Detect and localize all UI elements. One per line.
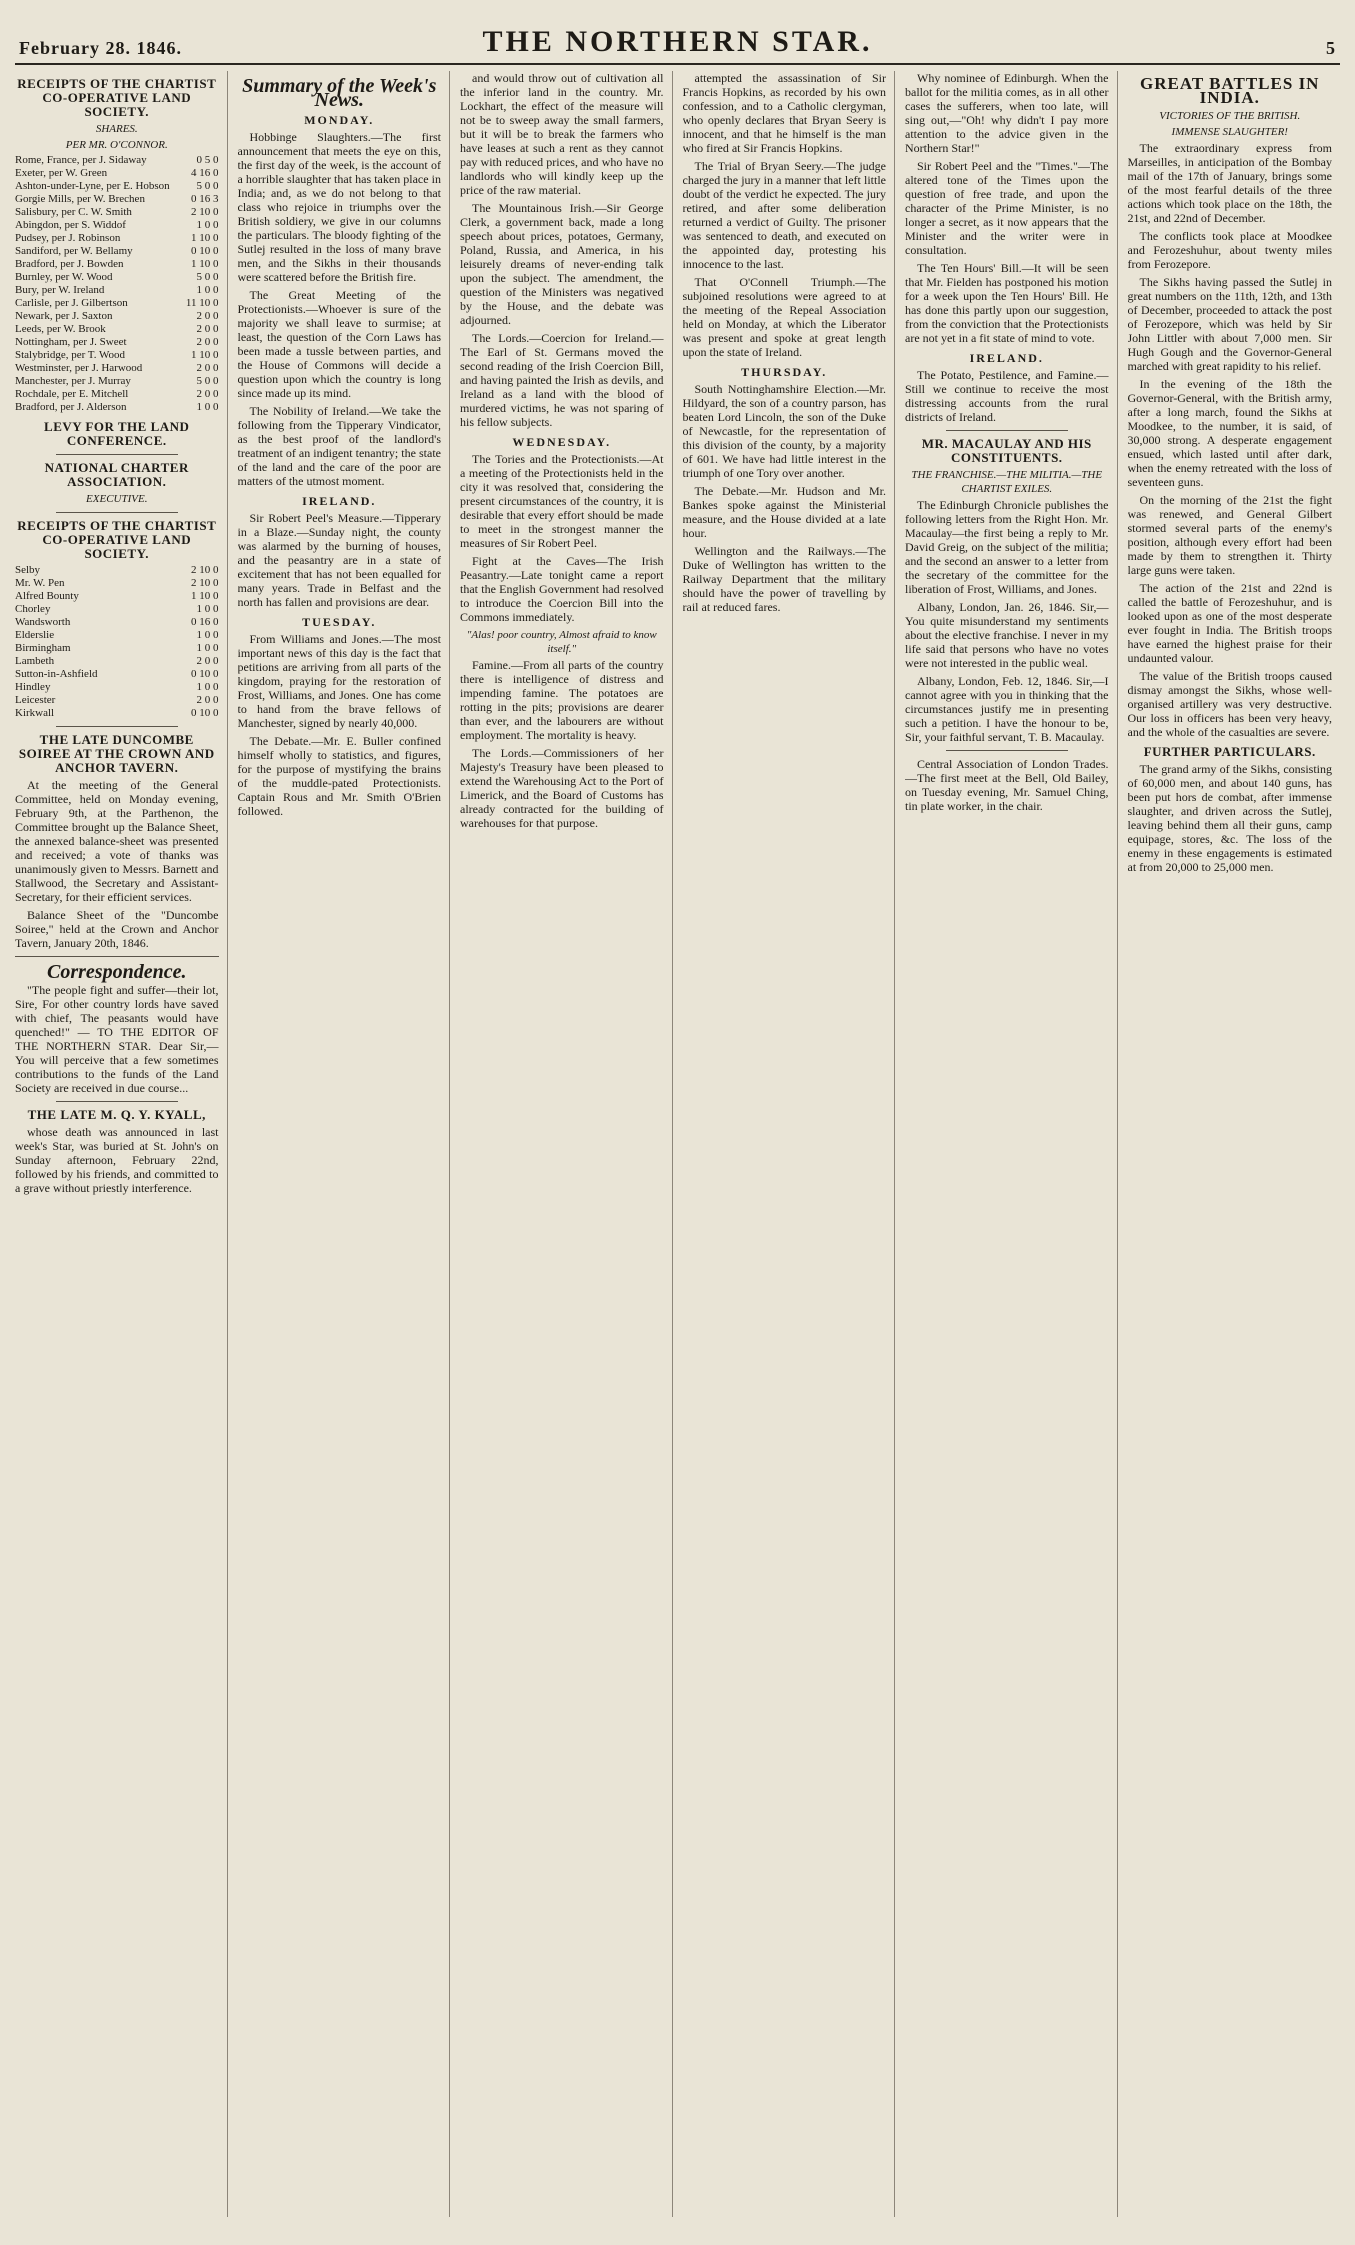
receipt-name: Bradford, per J. Bowden <box>15 258 124 270</box>
article-text: Wellington and the Railways.—The Duke of Wellington has written to the Railway Department that the military should have the power of travelling by rail at reduced fares. <box>682 544 886 614</box>
article-text: The action of the 21st and 22nd is called the battle of Ferozeshuhur, and is looked upon as one of the most desperate ever fought in India. The British troops have earned the highest praise for their undaunted valour. <box>1127 581 1332 665</box>
receipt-name: Bradford, per J. Alderson <box>15 401 127 413</box>
receipt-row <box>15 362 219 375</box>
receipt-name: Stalybridge, per T. Wood <box>15 349 126 361</box>
article-text: Why nominee of Edinburgh. When the ballot for the militia comes, as in all other cases the sufferers, when too late, will sing out,—"Oh! why didn't I pay more attention to the advice given in the Northern Star!" <box>905 71 1109 155</box>
letter-text: Albany, London, Jan. 26, 1846. Sir,—You quite misunderstand my sentiments about the elective franchise. I never in my life said that persons who have no votes were not interested in the public weal. <box>905 600 1109 670</box>
receipt-amount: 11 10 0 <box>185 297 219 309</box>
receipt-row <box>15 577 219 590</box>
receipt-row <box>15 388 219 401</box>
receipt-amount: 0 16 3 <box>191 193 219 205</box>
article-text: The Mountainous Irish.—Sir George Clerk, a government back, made a long speech about prices, potatoes, Germany, Poland, Russia, and America, in his leisurely dreams of never-ending talk upon the subject. The amendment, the question of the Ministers was negatived by the House, and the debate was adjourned. <box>460 201 664 327</box>
receipt-row <box>15 564 219 577</box>
receipt-name: Abingdon, per S. Widdof <box>15 219 126 231</box>
article-text: The Potato, Pestilence, and Famine.—Still we continue to receive the most distressing accounts from the rural districts of Ireland. <box>905 368 1109 424</box>
receipt-name: Carlisle, per J. Gilbertson <box>15 297 128 309</box>
receipt-row <box>15 401 219 414</box>
battles-subheading-2: IMMENSE SLAUGHTER! <box>1171 126 1288 138</box>
receipt-row <box>15 206 219 219</box>
article-text: Sir Robert Peel's Measure.—Tipperary in a Blaze.—Sunday night, the county was alarmed by the burning of houses, and the peasantry are in a state of excitement that has not been equalled for many years. Trade in Belfast and the north has fallen and provisions are dear. <box>237 511 441 609</box>
receipt-row <box>15 297 219 310</box>
article-text: That O'Connell Triumph.—The subjoined resolutions were agreed to at the meeting of the Repeal Association held on Monday, at which the Liberator was present and spoke at great length upon the state of Ireland. <box>682 275 886 359</box>
article-text: Fight at the Caves—The Irish Peasantry.—Late tonight came a report that the English Government had resolved to introduce the Coercion Bill into the Commons immediately. <box>460 554 664 624</box>
receipt-name: Mr. W. Pen <box>15 577 65 589</box>
article-text: The grand army of the Sikhs, consisting of 60,000 men, and about 140 guns, has been put hors de combat, after immense slaughter, and driven across the Sutlej, leaving behind them all their guns, camp equipage, stores, &c. The loss of the enemy in these engagements is estimated at from 20,000 to 25,000 men. <box>1127 762 1332 874</box>
article-text: The Lords.—Coercion for Ireland.—The Earl of St. Germans moved the second reading of the Irish Coercion Bill, and having painted the Irish as devils, and Ireland as a land with the blood of murdered victims, he was not sparing of his fellow subjects. <box>460 331 664 429</box>
issue-date: February 28. 1846. <box>19 38 182 58</box>
article-text: From Williams and Jones.—The most important news of this day is the fact that petitions are arriving from all parts of the kingdom, praying for the restoration of Frost, Williams, and Jones. One has come to hand from the brave fellows of Manchester, signed by nearly 40,000. <box>237 632 441 730</box>
receipt-row <box>15 668 219 681</box>
receipt-name: Rome, France, per J. Sidaway <box>15 154 147 166</box>
article-text: In the evening of the 18th the Governor-General, with the British army, after a long march, found the Sikhs at Moodkee, to the number, it is said, of 30,000 strong. A desperate engagement ensued, which lasted until after dark, when the enemy retreated with the loss of seventeen guns. <box>1127 377 1332 489</box>
receipt-name: Hindley <box>15 681 51 693</box>
receipt-amount: 1 0 0 <box>196 681 219 693</box>
receipt-row <box>15 219 219 232</box>
receipt-row <box>15 245 219 258</box>
receipt-amount: 2 0 0 <box>196 310 219 322</box>
article-text: The Nobility of Ireland.—We take the following from the Tipperary Vindicator, as the best proof of the landlord's treatment of an indigent tenantry; the state of the land and the care of the poor are matters of the utmost moment. <box>237 404 441 488</box>
receipt-name: Manchester, per J. Murray <box>15 375 131 387</box>
receipt-amount: 1 0 0 <box>196 642 219 654</box>
receipt-amount: 1 0 0 <box>196 219 219 231</box>
receipt-row <box>15 193 219 206</box>
receipt-amount: 5 0 0 <box>196 180 219 192</box>
summary-heading: Summary of the Week's News. <box>242 75 437 111</box>
receipt-amount: 0 5 0 <box>196 154 219 166</box>
receipt-row <box>15 681 219 694</box>
receipt-amount: 1 0 0 <box>196 629 219 641</box>
receipt-name: Leeds, per W. Brook <box>15 323 106 335</box>
article-text: The Trial of Bryan Seery.—The judge charged the jury in a manner that left little doubt of the verdict he expected. The jury retired, and after some deliberation returned a verdict of Guilty. The prisoner was sentenced to death, and executed on the appointed day, protesting his innocence to the last. <box>682 159 886 271</box>
receipt-name: Sutton-in-Ashfield <box>15 668 98 680</box>
receipt-row <box>15 284 219 297</box>
article-text: South Nottinghamshire Election.—Mr. Hildyard, the son of a country parson, has beaten Lord Lincoln, the son of the Duke of Newcastle, for the representation of this division of the county, by a majority of 601. We have had little interest in the triumph of one Tory over another. <box>682 382 886 480</box>
receipt-name: Birmingham <box>15 642 71 654</box>
receipt-name: Leicester <box>15 694 56 706</box>
article-text: The conflicts took place at Moodkee and Ferozeshuhur, about twenty miles from Ferozepore. <box>1127 229 1332 271</box>
receipt-amount: 0 10 0 <box>191 707 219 719</box>
receipt-name: Exeter, per W. Green <box>15 167 108 179</box>
article-text: The extraordinary express from Marseilles, in anticipation of the Bombay mail of the 17th of January, brings some of the most fearful details of the three actions which took place on the 18th, the 21st, and 22nd of December. <box>1127 141 1332 225</box>
article-text: Central Association of London Trades.—The first meet at the Bell, Old Bailey, on Tuesday evening, Mr. Samuel Ching, tin plate worker, in the chair. <box>905 757 1109 813</box>
receipt-row <box>15 154 219 167</box>
article-text: On the morning of the 21st the fight was renewed, and General Gilbert stormed several parts of the enemy's position, although every effort had been made by them to strengthen it. Thirty large guns were taken. <box>1127 493 1332 577</box>
thursday-heading: THURSDAY. <box>741 365 828 379</box>
receipt-name: Selby <box>15 564 41 576</box>
column-4 <box>683 71 896 2217</box>
soiree-heading: THE LATE DUNCOMBE SOIREE AT THE CROWN AND ANCHOR TAVERN. <box>18 732 215 775</box>
receipt-amount: 5 0 0 <box>196 375 219 387</box>
receipt-amount: 4 16 0 <box>191 167 219 179</box>
article-text: The Great Meeting of the Protectionists.—Whoever is sure of the majority we shall leave to surmise; at least, the question of the Corn Laws has been made a tussle between parties, and the House of Commons will decide a question upon which the country is long since made up its mind. <box>237 288 441 400</box>
receipt-amount: 1 0 0 <box>196 284 219 296</box>
tuesday-heading: TUESDAY. <box>302 615 377 629</box>
receipt-amount: 2 10 0 <box>191 564 219 576</box>
per-label: PER MR. O'CONNOR. <box>65 139 168 151</box>
column-grid <box>15 71 1340 2217</box>
receipt-amount: 2 10 0 <box>191 206 219 218</box>
receipt-name: Pudsey, per J. Robinson <box>15 232 121 244</box>
receipt-row <box>15 258 219 271</box>
receipt-name: Newark, per J. Saxton <box>15 310 113 322</box>
receipt-amount: 1 10 0 <box>191 590 219 602</box>
receipt-row <box>15 694 219 707</box>
receipts2-list <box>15 564 219 720</box>
receipt-row <box>15 232 219 245</box>
receipt-amount: 5 0 0 <box>196 271 219 283</box>
correspondence-heading: Correspondence. <box>47 961 187 983</box>
letter-text: Albany, London, Feb. 12, 1846. Sir,—I cannot agree with you in thinking that the circumstances justify me in presenting such a petition. I have the honour to be, Sir, your faithful servant, T. B. Macaulay. <box>905 674 1109 744</box>
shares-label: SHARES. <box>95 123 138 135</box>
article-text: The value of the British troops caused dismay amongst the Sikhs, whose well-organised artillery was very destructive. Our loss in officers has been very heavy, and the whole of the casualties are severe. <box>1127 669 1332 739</box>
article-text: The Edinburgh Chronicle publishes the following letters from the Right Hon. Mr. Macaulay—the first being a reply to Mr. David Greig, on the subject of the militia; and the second an answer to a letter from the secretary of the committee for the liberation of Frost, Williams, and Jones. <box>905 498 1109 596</box>
executive-label: EXECUTIVE. <box>86 493 148 505</box>
receipt-amount: 1 10 0 <box>191 232 219 244</box>
page-number: 5 <box>1325 38 1336 58</box>
receipt-row <box>15 629 219 642</box>
macaulay-heading: MR. MACAULAY AND HIS CONSTITUENTS. <box>921 436 1092 465</box>
ireland-heading: IRELAND. <box>302 494 377 508</box>
receipt-name: Gorgie Mills, per W. Brechen <box>15 193 145 205</box>
column-6 <box>1128 71 1341 2217</box>
receipt-name: Bury, per W. Ireland <box>15 284 105 296</box>
article-text: The Sikhs having passed the Sutlej in great numbers on the 11th, 12th, and 13th of December, proceeded to attack the post of Ferozepore, which was held by Sir John Littler with about 7,000 men. Sir Hugh Gough and the Governor-General marched with great rapidity to his relief. <box>1127 275 1332 373</box>
masthead <box>15 15 1340 65</box>
receipt-row <box>15 271 219 284</box>
receipt-name: Alfred Bounty <box>15 590 79 602</box>
receipt-name: Nottingham, per J. Sweet <box>15 336 127 348</box>
receipt-row <box>15 310 219 323</box>
receipt-amount: 1 0 0 <box>196 401 219 413</box>
receipt-row <box>15 167 219 180</box>
receipt-name: Elderslie <box>15 629 55 641</box>
quotation: "Alas! poor country, Almost afraid to know itself." <box>466 629 657 655</box>
monday-heading: MONDAY. <box>304 113 375 127</box>
receipt-name: Wandsworth <box>15 616 71 628</box>
article-text: The Lords.—Commissioners of her Majesty's Treasury have been pleased to extend the Warehousing Act to the Port of Limerick, and the Board of Customs has already contracted for the building of warehouses for that purpose. <box>460 746 664 830</box>
receipt-amount: 1 0 0 <box>196 603 219 615</box>
newspaper-title: THE NORTHERN STAR. <box>482 25 873 58</box>
receipt-amount: 2 0 0 <box>196 388 219 400</box>
receipt-amount: 2 0 0 <box>196 336 219 348</box>
soiree-text: At the meeting of the General Committee, held on Monday evening, February 9th, at the Parthenon, the Committee brought up the Balance Sheet, the annexed balance-sheet was presented and received; a vote of thanks was unanimously given to Messrs. Barnett and Stallwood, the Secretary and Assistant-Secretary, for their efficient services. <box>15 778 219 904</box>
article-text: The Debate.—Mr. E. Buller confined himself wholly to statistics, and figures, for the purpose of mystifying the brains of the muddle-pated Protectionists. Captain Rous and Mr. Smith O'Brien followed. <box>237 734 441 818</box>
receipt-name: Burnley, per W. Wood <box>15 271 113 283</box>
receipt-amount: 0 16 0 <box>191 616 219 628</box>
article-text: The Ten Hours' Bill.—It will be seen that Mr. Fielden has postponed his motion for a week upon the Ten Hours' Bill. He has done this partly upon our suggestion, from the conviction that the Protectionists are not yet in a fit state of mind to vote. <box>905 261 1109 345</box>
balance-title: Balance Sheet of the "Duncombe Soiree," held at the Crown and Anchor Tavern, January 20th, 1846. <box>15 908 219 950</box>
column-1 <box>15 71 228 2217</box>
article-text: The Tories and the Protectionists.—At a meeting of the Protectionists held in the city it was resolved that, considering the present circumstances of the country, it is desirable that every effort should be made to meet in the strongest manner the measures of Sir Robert Peel. <box>460 452 664 550</box>
receipt-name: Rochdale, per E. Mitchell <box>15 388 129 400</box>
column-2 <box>238 71 451 2217</box>
receipt-row <box>15 616 219 629</box>
receipt-amount: 2 0 0 <box>196 655 219 667</box>
receipt-name: Westminster, per J. Harwood <box>15 362 143 374</box>
receipt-amount: 1 10 0 <box>191 258 219 270</box>
article-text: Famine.—From all parts of the country there is intelligence of distress and impending famine. The potatoes are rotting in the pits; provisions are dearer than ever, and the labourers are without employment. The mortality is heavy. <box>460 658 664 742</box>
receipt-row <box>15 707 219 720</box>
ireland-heading: IRELAND. <box>969 351 1044 365</box>
receipt-row <box>15 336 219 349</box>
battles-heading: GREAT BATTLES IN INDIA. <box>1140 74 1320 107</box>
further-heading: FURTHER PARTICULARS. <box>1143 744 1316 759</box>
column-3 <box>460 71 673 2217</box>
article-text: Hobbinge Slaughters.—The first announcement that meets the eye on this, the first day of the week, is the account of a horrible slaughter that has taken place in India; and, as we do not belong to that class who rejoice in triumphs over the British soldiery, we give in our columns the particulars. The bloody fighting of the Sutlej resulted in the loss of many brave men, and the Sikhs in their thousands were scattered before the British fire. <box>237 130 441 284</box>
receipt-amount: 2 0 0 <box>196 323 219 335</box>
receipt-name: Ashton-under-Lyne, per E. Hobson <box>15 180 170 192</box>
receipt-name: Chorley <box>15 603 51 615</box>
article-text: Sir Robert Peel and the "Times."—The altered tone of the Times upon the question of free trade, and upon the character of the Prime Minister, is no longer a secret, as it now appears that the Minister and the writer were in consultation. <box>905 159 1109 257</box>
receipt-name: Kirkwall <box>15 707 55 719</box>
land-levy-heading: LEVY FOR THE LAND CONFERENCE. <box>44 419 190 448</box>
receipt-row <box>15 349 219 362</box>
receipt-amount: 0 10 0 <box>191 668 219 680</box>
receipt-row <box>15 590 219 603</box>
correspondence-text: "The people fight and suffer—their lot, Sire, For other country lords have saved with chief, The peasants would have quenched!" — TO THE EDITOR OF THE NORTHERN STAR. Dear Sir,—You will perceive that a few sometimes contributions to the funds of the Land Society are received in due course... <box>15 983 219 1095</box>
receipt-row <box>15 642 219 655</box>
receipt-amount: 2 10 0 <box>191 577 219 589</box>
receipt-name: Sandiford, per W. Bellamy <box>15 245 133 257</box>
receipt-row <box>15 375 219 388</box>
receipt-name: Lambeth <box>15 655 55 667</box>
receipt-amount: 1 10 0 <box>191 349 219 361</box>
receipt-amount: 0 10 0 <box>191 245 219 257</box>
macaulay-subheading: THE FRANCHISE.—THE MILITIA.—THE CHARTIST EXILES. <box>911 469 1103 495</box>
receipt-row <box>15 180 219 193</box>
wednesday-heading: WEDNESDAY. <box>512 435 612 449</box>
kyall-text: whose death was announced in last week's Star, was buried at St. John's on Sunday afternoon, February 22nd, followed by his friends, and committed to a grave without priestly interference. <box>15 1125 219 1195</box>
article-text: attempted the assassination of Sir Francis Hopkins, as recorded by his own confession, and to a Catholic clergyman, who openly declares that Bryan Seery is innocent, and that he himself is the man who fired at Sir Francis Hopkins. <box>682 71 886 155</box>
receipts-list <box>15 154 219 414</box>
article-text: and would throw out of cultivation all the inferior land in the country. Mr. Lockhart, the effect of the measure will not be to sweep away the small farmers, but it will be to break the farmers who have leases at such a rent as they cannot pay with reduced prices, and who have no landlords who will kindly keep up the price of the raw material. <box>460 71 664 197</box>
receipt-amount: 2 0 0 <box>196 694 219 706</box>
column-5 <box>905 71 1118 2217</box>
receipt-name: Salisbury, per C. W. Smith <box>15 206 132 218</box>
receipt-row <box>15 603 219 616</box>
receipt-row <box>15 323 219 336</box>
newspaper-page <box>15 15 1340 2215</box>
association-heading: NATIONAL CHARTER ASSOCIATION. <box>44 460 189 489</box>
article-text: The Debate.—Mr. Hudson and Mr. Bankes spoke against the Ministerial measure, and the House divided at a late hour. <box>682 484 886 540</box>
receipt-amount: 2 0 0 <box>196 362 219 374</box>
battles-subheading: VICTORIES OF THE BRITISH. <box>1159 110 1301 122</box>
receipts2-heading: RECEIPTS OF THE CHARTIST CO-OPERATIVE LAND SOCIETY. <box>17 518 217 561</box>
kyall-heading: THE LATE M. Q. Y. KYALL, <box>27 1107 206 1122</box>
receipts-heading: RECEIPTS OF THE CHARTIST CO-OPERATIVE LAND SOCIETY. <box>17 76 217 119</box>
receipt-row <box>15 655 219 668</box>
